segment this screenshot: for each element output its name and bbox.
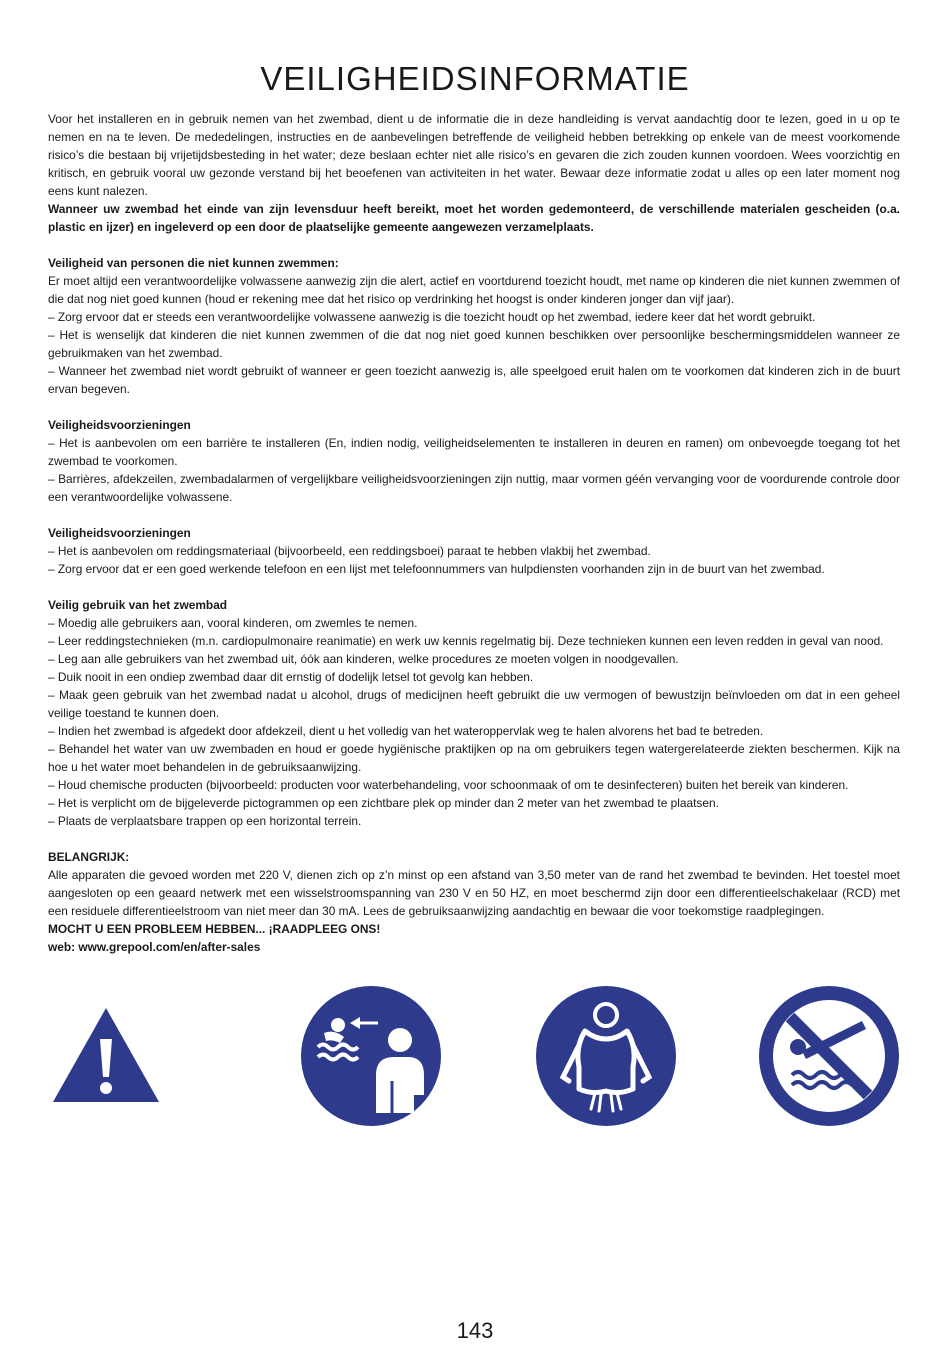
- important-heading: BELANGRIJK:: [48, 850, 130, 864]
- section-paragraph: – Indien het zwembad is afgedekt door afdekzeil, dient u het volledig van het wateroppervlak weg te halen alvorens het bad te betreden.: [48, 724, 764, 738]
- section-heading: Veiligheid van personen die niet kunnen zwemmen:: [48, 256, 339, 270]
- section-paragraph: – Plaats de verplaatsbare trappen op een horizontal terrein.: [48, 814, 362, 828]
- section-paragraph: – Het is aanbevolen om reddingsmateriaal (bijvoorbeeld, een reddingsboei) paraat te hebben vlakbij het zwembad.: [48, 544, 651, 558]
- page-number: 143: [456, 1318, 494, 1343]
- document-body: [48, 110, 900, 956]
- problem-notice: MOCHT U EEN PROBLEEM HEBBEN... ¡RAADPLEEG ONS!: [48, 922, 381, 936]
- section-paragraph: – Het is verplicht om de bijgeleverde pictogrammen op een zichtbare plek op minder dan 2 meter van het zwembad te plaatsen.: [48, 796, 719, 810]
- intro-disposal-notice: Wanneer uw zwembad het einde van zijn levensduur heeft bereikt, moet het worden gedemonteerd, de verschillende materialen gescheiden (o.a. plastic en ijzer) en ingeleverd op een door de plaatselijke gemeente aangewezen verzamelplaats.: [48, 202, 900, 234]
- supervise-children-icon: [300, 985, 442, 1127]
- warning-triangle-icon: [50, 1005, 162, 1105]
- section-paragraph: – Leer reddingstechnieken (m.n. cardiopulmonaire reanimatie) en werk uw kennis regelmatig bij. Deze technieken kunnen een leven redden in geval van nood.: [48, 634, 884, 648]
- page-title: VEILIGHEIDSINFORMATIE: [260, 60, 690, 97]
- section-paragraph: – Maak geen gebruik van het zwembad nadat u alcohol, drugs of medicijnen heeft gebruikt die uw vermogen of bewustzijn beïnvloeden om dat in een geheel veilige toestand te kunnen doen.: [48, 688, 900, 720]
- pictogram-row: [0, 985, 950, 1130]
- section-heading: Veiligheidsvoorzieningen: [48, 526, 191, 540]
- section-paragraph: – Behandel het water van uw zwembaden en houd er goede hygiënische praktijken op na om gebruikers tegen watergerelateerde ziekten beschermen. Kijk na hoe u het water moet behandelen in de gebruiksaanwijzing.: [48, 742, 900, 774]
- support-web-link[interactable]: web: www.grepool.com/en/after-sales: [48, 940, 261, 954]
- no-diving-icon: [758, 985, 900, 1127]
- section-paragraph: – Zorg ervoor dat er steeds een verantwoordelijke volwassene aanwezig is die toezicht houdt op het zwembad, iedere keer dat het wordt gebruikt.: [48, 310, 816, 324]
- section-heading: Veiligheidsvoorzieningen: [48, 418, 191, 432]
- section-paragraph: Er moet altijd een verantwoordelijke volwassene aanwezig zijn die alert, actief en voortdurend toezicht houdt, met name op kinderen die niet kunnen zwemmen of die dat nog niet goed kunnen (houd er rekening mee dat het risico op verdrinking het hoogst is onder kinderen jonger dan vijf jaar).: [48, 274, 900, 306]
- section-paragraph: – Moedig alle gebruikers aan, vooral kinderen, om zwemles te nemen.: [48, 616, 418, 630]
- section-paragraph: – Duik nooit in een ondiep zwembad daar dit ernstig of dodelijk letsel tot gevolg kan hebben.: [48, 670, 534, 684]
- section-paragraph: – Zorg ervoor dat er een goed werkende telefoon en een lijst met telefoonnummers van hulpdiensten voorhanden zijn in de buurt van het zwembad.: [48, 562, 825, 576]
- important-text: Alle apparaten die gevoed worden met 220 V, dienen zich op z’n minst op een afstand van 3,50 meter van de rand het zwembad te bevinden. Het toestel moet aangesloten op een geaard netwerk met een wisselstroomspanning van 230 V en 50 HZ, en moet beschermd zijn door een differentieelschakelaar (RCD) met een residuele differentieelstroom van niet meer dan 30 mA. Lees de gebruiksaanwijzing aandachtig en bewaar die voor toekomstige raadplegingen.: [48, 868, 900, 918]
- section-paragraph: – Het is wenselijk dat kinderen die niet kunnen zwemmen of die dat nog niet goed kunnen beschikken over persoonlijke beschermingsmiddelen wanneer ze gebruikmaken van het zwembad.: [48, 328, 900, 360]
- section-paragraph: – Het is aanbevolen om een barrière te installeren (En, indien nodig, veiligheidselementen te installeren in deuren en ramen) om onbevoegde toegang tot het zwembad te voorkomen.: [48, 436, 900, 468]
- intro-paragraph: Voor het installeren en in gebruik nemen van het zwembad, dient u de informatie die in deze handleiding is vervat aandachtig door te lezen, goed in u op te nemen en na te leven. De mededelingen, instructies en de aanbevelingen betreffende de veiligheid hebben betrekking op enkele van de meest voorkomende risico’s die bestaan bij vrijetijdsbesteding in het water; deze beslaan echter niet alle risico’s en gevaren die zich zouden kunnen voordoen. Wees voorzichtig en kritisch, en gebruik vooral uw gezonde verstand bij het beoefenen van activiteiten in het water. Bewaar deze informatie zodat u alles op een later moment nog eens kunt nalezen.: [48, 112, 900, 198]
- section-paragraph: – Houd chemische producten (bijvoorbeeld: producten voor waterbehandeling, voor schoonmaak of om te desinfecteren) buiten het bereik van kinderen.: [48, 778, 849, 792]
- life-jacket-icon: [535, 985, 677, 1127]
- section-paragraph: – Barrières, afdekzeilen, zwembadalarmen of vergelijkbare veiligheidsvoorzieningen zijn nuttig, maar vormen géén vervanging voor de voordurende controle door een verantwoordelijke volwassene.: [48, 472, 900, 504]
- section-paragraph: – Leg aan alle gebruikers van het zwembad uit, óók aan kinderen, welke procedures ze moeten volgen in noodgevallen.: [48, 652, 679, 666]
- section-heading: Veilig gebruik van het zwembad: [48, 598, 228, 612]
- section-paragraph: – Wanneer het zwembad niet wordt gebruikt of wanneer er geen toezicht aanwezig is, alle speelgoed eruit halen om te voorkomen dat kinderen zich in de buurt ervan begeven.: [48, 364, 900, 396]
